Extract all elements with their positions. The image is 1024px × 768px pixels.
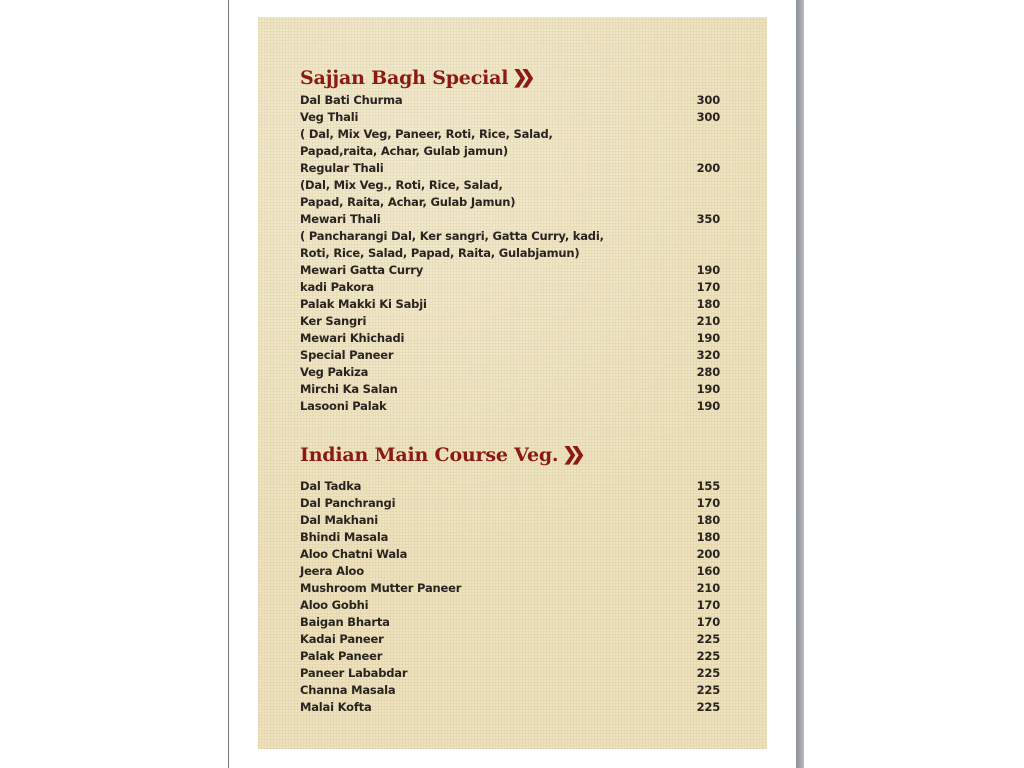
menu-item — [300, 296, 720, 313]
menu-item — [300, 347, 720, 364]
menu-item — [300, 160, 720, 211]
menu-item-name: Paneer Lababdar — [300, 666, 408, 680]
menu-item-price: 160 — [696, 564, 720, 578]
menu-item-price: 225 — [696, 683, 720, 697]
menu-item-name: Bhindi Masala — [300, 530, 389, 544]
menu-item — [300, 648, 720, 665]
menu-item-price: 170 — [696, 496, 720, 510]
menu-item — [300, 364, 720, 381]
menu-item-description: Papad, Raita, Achar, Gulab Jamun) — [300, 195, 516, 209]
menu-item-price: 190 — [696, 382, 720, 396]
menu-item-name: Dal Tadka — [300, 479, 362, 493]
section-title-text: Sajjan Bagh Special — [300, 67, 509, 89]
menu-item-price: 180 — [696, 297, 720, 311]
page-edge-shadow — [796, 0, 804, 768]
menu-item-price: 180 — [696, 513, 720, 527]
menu-item — [300, 529, 720, 546]
menu-list-sajjan-bagh-special — [300, 92, 720, 415]
menu-item-name: Aloo Chatni Wala — [300, 547, 408, 561]
menu-item — [300, 614, 720, 631]
menu-item-price: 170 — [696, 280, 720, 294]
menu-item — [300, 597, 720, 614]
menu-item-price: 210 — [696, 581, 720, 595]
menu-item-name: Veg Thali — [300, 110, 359, 124]
menu-item-description: ( Pancharangi Dal, Ker sangri, Gatta Curry, kadi, — [300, 229, 604, 243]
section-title-indian-main-course-veg — [300, 444, 579, 466]
menu-item-price: 225 — [696, 632, 720, 646]
menu-item-name: Special Paneer — [300, 348, 394, 362]
menu-item-name: Malai Kofta — [300, 700, 372, 714]
menu-item-price: 280 — [696, 365, 720, 379]
menu-item-name: Veg Pakiza — [300, 365, 369, 379]
menu-item — [300, 682, 720, 699]
menu-item-description: ( Dal, Mix Veg, Paneer, Roti, Rice, Salad, — [300, 127, 553, 141]
menu-item-price: 300 — [696, 110, 720, 124]
menu-item — [300, 631, 720, 648]
menu-item-price: 225 — [696, 700, 720, 714]
menu-item-name: Lasooni Palak — [300, 399, 387, 413]
menu-item — [300, 665, 720, 682]
menu-item-price: 320 — [696, 348, 720, 362]
menu-item — [300, 279, 720, 296]
menu-item-price: 210 — [696, 314, 720, 328]
menu-item-name: Palak Makki Ki Sabji — [300, 297, 427, 311]
menu-item-name: Dal Bati Churma — [300, 93, 403, 107]
menu-item-name: Kadai Paneer — [300, 632, 384, 646]
menu-item-description: (Dal, Mix Veg., Roti, Rice, Salad, — [300, 178, 503, 192]
menu-item-name: Ker Sangri — [300, 314, 367, 328]
section-title-sajjan-bagh-special — [300, 67, 528, 89]
menu-item-name: Palak Paneer — [300, 649, 383, 663]
menu-item — [300, 262, 720, 279]
menu-item-description: Papad,raita, Achar, Gulab jamun) — [300, 144, 508, 158]
menu-item — [300, 381, 720, 398]
menu-item-price: 180 — [696, 530, 720, 544]
menu-item-name: Mewari Gatta Curry — [300, 263, 424, 277]
menu-item — [300, 211, 720, 262]
menu-item-name: Regular Thali — [300, 161, 384, 175]
menu-item-name: Channa Masala — [300, 683, 396, 697]
menu-list-indian-main-course-veg — [300, 478, 720, 716]
menu-item-price: 170 — [696, 615, 720, 629]
menu-item — [300, 580, 720, 597]
menu-item — [300, 699, 720, 716]
double-chevron-right-icon: ❯❯ — [512, 67, 529, 88]
menu-item-price: 225 — [696, 666, 720, 680]
menu-item — [300, 330, 720, 347]
menu-item-name: Mushroom Mutter Paneer — [300, 581, 462, 595]
menu-item-price: 155 — [696, 479, 720, 493]
menu-item-name: Baigan Bharta — [300, 615, 390, 629]
menu-item-name: Jeera Aloo — [300, 564, 364, 578]
menu-item-price: 190 — [696, 399, 720, 413]
menu-item-price: 200 — [696, 547, 720, 561]
menu-item-price: 200 — [696, 161, 720, 175]
menu-item-name: kadi Pakora — [300, 280, 374, 294]
menu-item-price: 225 — [696, 649, 720, 663]
menu-item-price: 190 — [696, 263, 720, 277]
menu-item-price: 170 — [696, 598, 720, 612]
menu-item-name: Dal Panchrangi — [300, 496, 396, 510]
menu-item-name: Mewari Thali — [300, 212, 381, 226]
menu-item-name: Aloo Gobhi — [300, 598, 369, 612]
menu-item — [300, 478, 720, 495]
menu-item-price: 350 — [696, 212, 720, 226]
menu-item — [300, 512, 720, 529]
menu-item-name: Mirchi Ka Salan — [300, 382, 398, 396]
menu-item — [300, 563, 720, 580]
menu-card — [258, 17, 767, 749]
menu-item-name: Mewari Khichadi — [300, 331, 405, 345]
double-chevron-right-icon: ❯❯ — [562, 444, 579, 465]
menu-item — [300, 92, 720, 109]
menu-item — [300, 313, 720, 330]
section-title-text: Indian Main Course Veg. — [300, 444, 559, 466]
menu-item — [300, 495, 720, 512]
menu-item-price: 190 — [696, 331, 720, 345]
menu-item-price: 300 — [696, 93, 720, 107]
menu-item-description: Roti, Rice, Salad, Papad, Raita, Gulabjamun) — [300, 246, 580, 260]
menu-item — [300, 398, 720, 415]
menu-item — [300, 109, 720, 160]
menu-item — [300, 546, 720, 563]
menu-item-name: Dal Makhani — [300, 513, 378, 527]
